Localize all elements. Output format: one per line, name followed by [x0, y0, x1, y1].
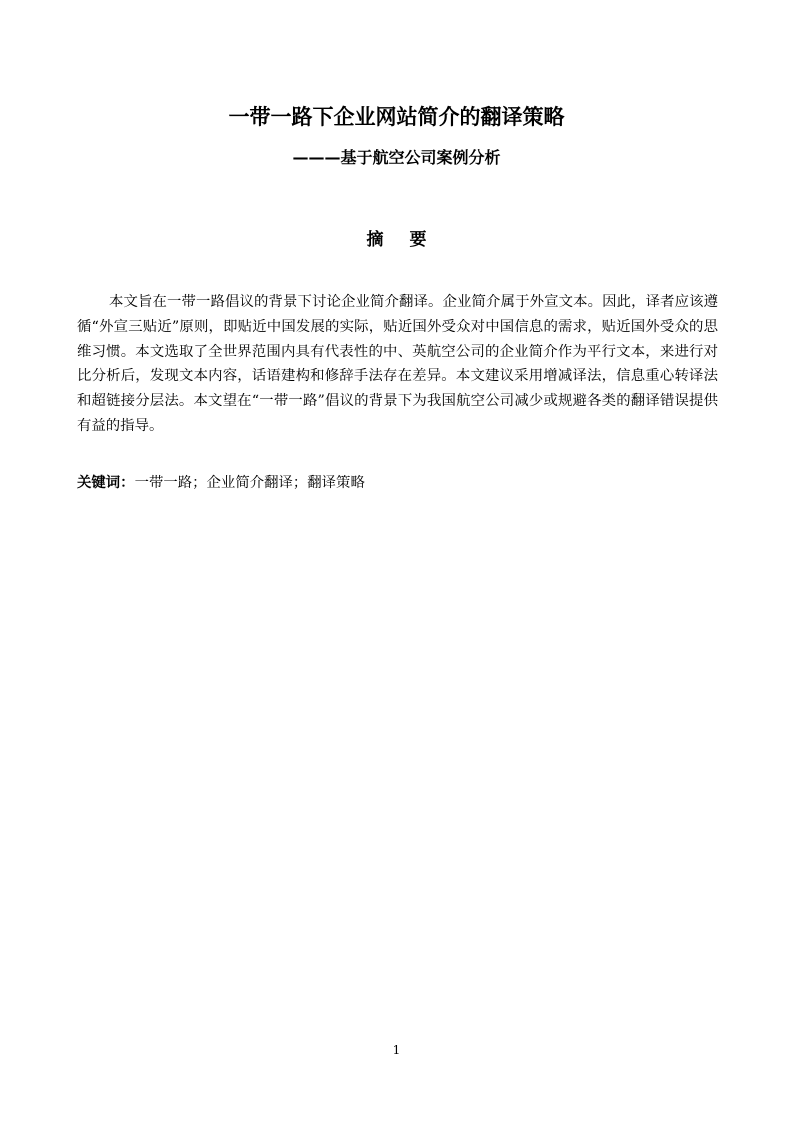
page-number: 1 [392, 1043, 401, 1057]
keywords-line [77, 471, 718, 495]
abstract-body: 本文旨在一带一路倡议的背景下讨论企业简介翻译。企业简介属于外宣文本。因此，译者应该遵循“外宣三贴近”原则，即贴近中国发展的实际，贴近国外受众对中国信息的需求，贴近国外受众的思维习惯。本文选取了全世界范围内具有代表性的中、英航空公司的企业简介作为平行文本，来进行对比分析后，发现文本内容，话语建构和修辞手法存在差异。本文建议采用增减译法，信息重心转译法和超链接分层法。本文望在“一带一路”倡议的背景下为我国航空公司减少或规避各类的翻译错误提供有益的指导。 [77, 294, 718, 434]
abstract-heading: 摘 要 [366, 230, 437, 250]
keywords-label: 关键词： [77, 475, 135, 491]
keywords-value: 一带一路；企业简介翻译；翻译策略 [134, 475, 365, 491]
paper-subtitle: ———基于航空公司案例分析 [292, 148, 501, 167]
paper-title: 一带一路下企业网站简介的翻译策略 [228, 105, 565, 129]
